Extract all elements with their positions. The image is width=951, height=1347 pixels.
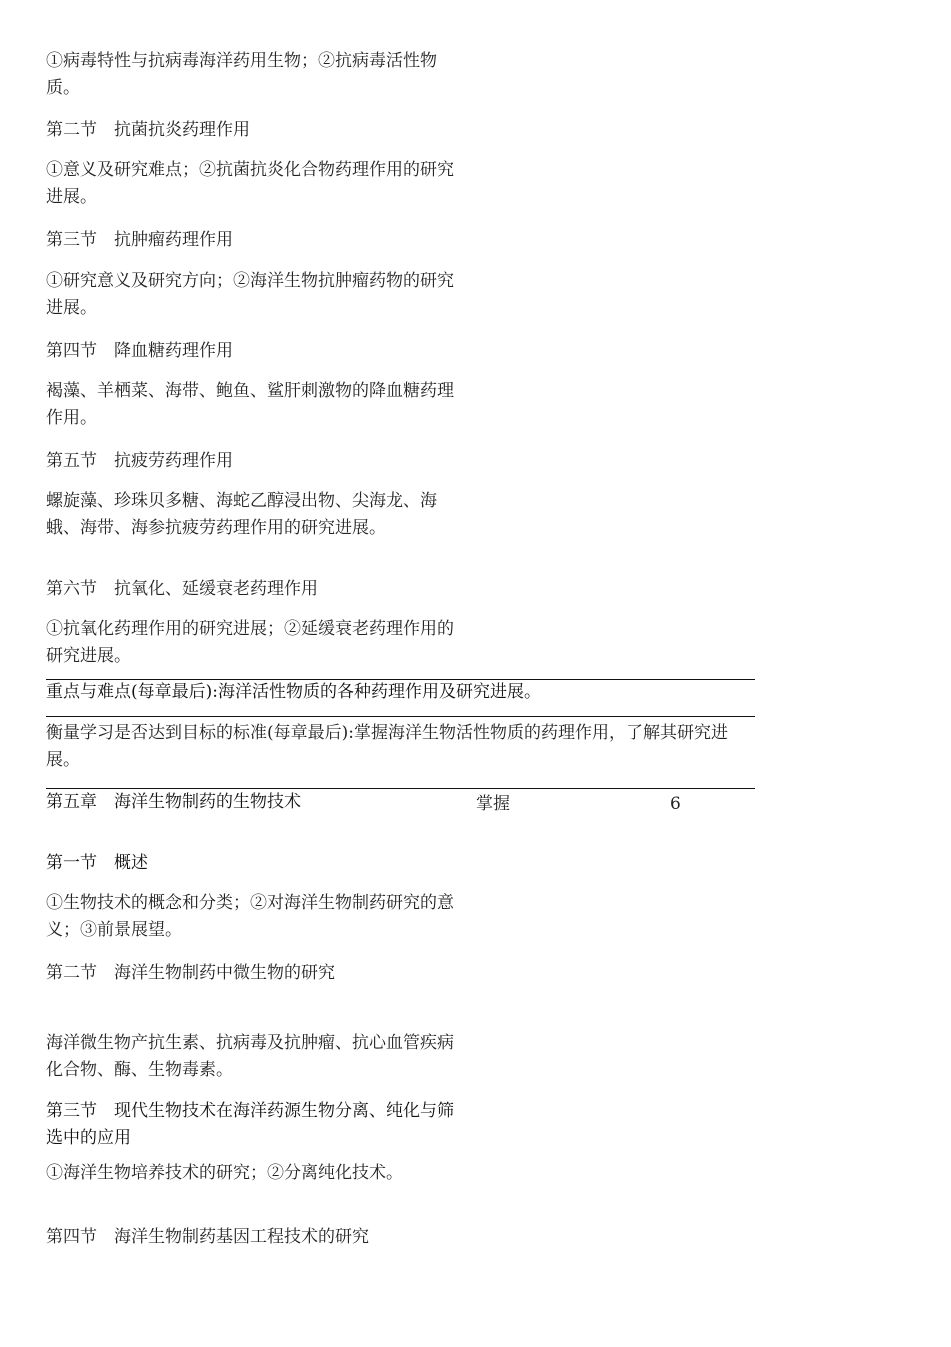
section-heading: 第四节 降血糖药理作用 (46, 341, 233, 361)
table-rule (46, 716, 755, 717)
chapter-title: 第五章 海洋生物制药的生物技术 (46, 792, 301, 812)
section-heading: 第五节 抗疲劳药理作用 (46, 451, 233, 471)
chapter-hours: 6 (670, 794, 681, 814)
section-heading: 第三节 抗肿瘤药理作用 (46, 230, 233, 250)
section-content: ①研究意义及研究方向；②海洋生物抗肿瘤药物的研究进展。 (46, 271, 454, 318)
section-heading: 第三节 现代生物技术在海洋药源生物分离、纯化与筛选中的应用 (46, 1101, 454, 1148)
section-content: 螺旋藻、珍珠贝多糖、海蛇乙醇浸出物、尖海龙、海蛾、海带、海参抗疲劳药理作用的研究进展。 (46, 491, 437, 538)
section-content: ①病毒特性与抗病毒海洋药用生物；②抗病毒活性物质。 (46, 51, 437, 98)
section-content: ①抗氧化药理作用的研究进展；②延缓衰老药理作用的研究进展。 (46, 619, 454, 666)
section-heading: 第二节 抗菌抗炎药理作用 (46, 120, 250, 140)
section-content: ①生物技术的概念和分类；②对海洋生物制药研究的意义；③前景展望。 (46, 893, 454, 940)
section-heading: 第四节 海洋生物制药基因工程技术的研究 (46, 1227, 369, 1247)
section-heading: 第六节 抗氧化、延缓衰老药理作用 (46, 579, 318, 599)
section-heading: 第一节 概述 (46, 853, 148, 873)
section-content: 海洋微生物产抗生素、抗病毒及抗肿瘤、抗心血管疾病化合物、酶、生物毒素。 (46, 1033, 454, 1080)
chapter-level: 掌握 (476, 794, 510, 814)
learning-standard: 衡量学习是否达到目标的标准(每章最后):掌握海洋生物活性物质的药理作用，了解其研究进展。 (46, 723, 728, 770)
section-heading: 第二节 海洋生物制药中微生物的研究 (46, 963, 335, 983)
section-content: ①海洋生物培养技术的研究；②分离纯化技术。 (46, 1163, 403, 1183)
section-content: ①意义及研究难点；②抗菌抗炎化合物药理作用的研究进展。 (46, 160, 454, 207)
key-points: 重点与难点(每章最后):海洋活性物质的各种药理作用及研究进展。 (46, 682, 541, 702)
section-content: 褐藻、羊栖菜、海带、鲍鱼、鲨肝刺激物的降血糖药理作用。 (46, 381, 454, 428)
